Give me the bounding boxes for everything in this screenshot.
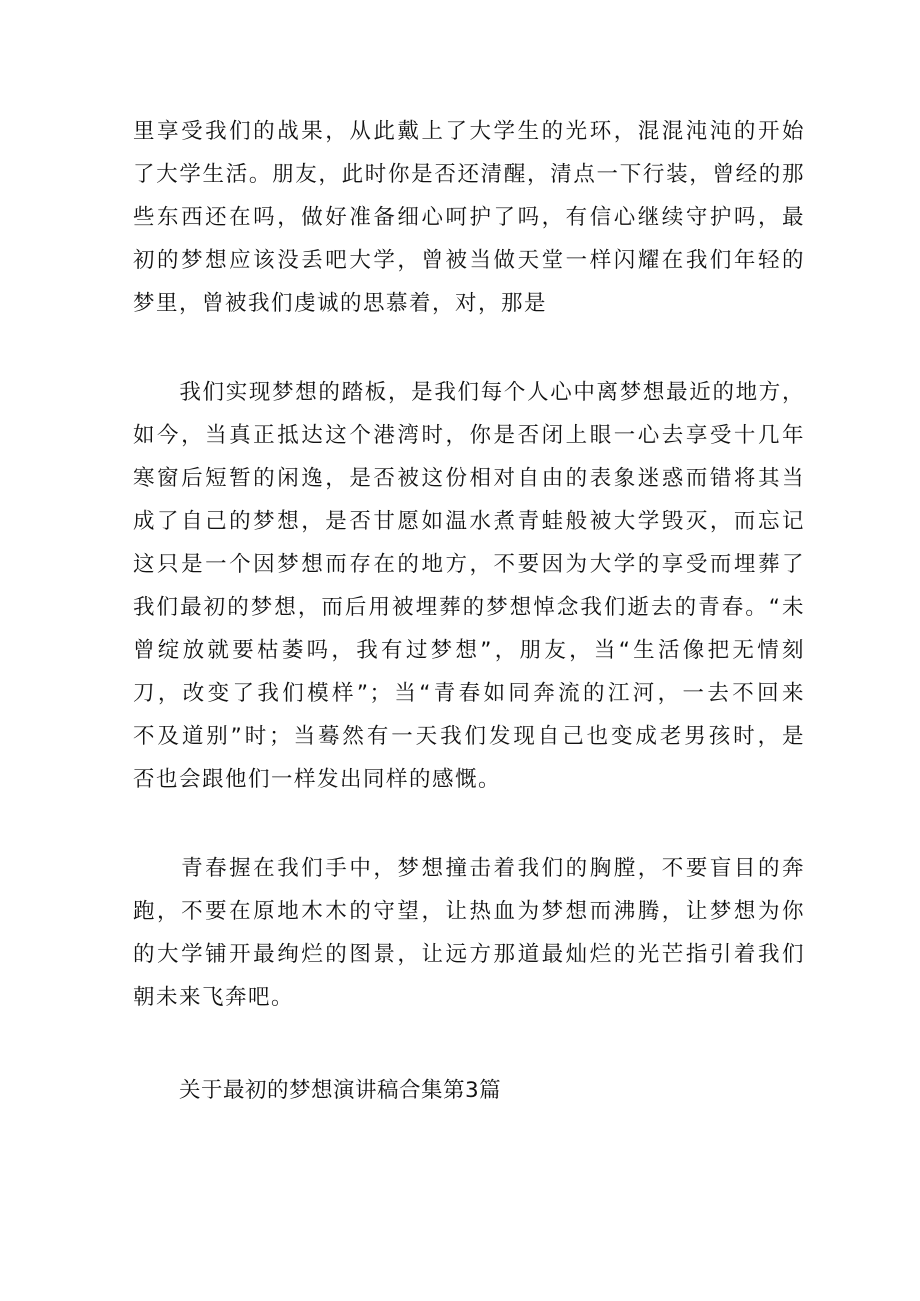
paragraph-line: 里享受我们的战果，从此戴上了大学生的光环，混混沌沌的开始 bbox=[133, 119, 805, 144]
paragraph-line: 些东西还在吗，做好准备细心呵护了吗，有信心继续守护吗，最 bbox=[133, 205, 805, 230]
paragraph-line: 如今，当真正抵达这个港湾时，你是否闭上眼一心去享受十几年 bbox=[133, 423, 805, 448]
paragraph-line: 了大学生活。朋友，此时你是否还清醒，清点一下行装，曾经的那 bbox=[133, 162, 805, 187]
paragraph-line: 青春握在我们手中，梦想撞击着我们的胸膛，不要盲目的奔 bbox=[133, 856, 805, 881]
paragraph-line: 我们实现梦想的踏板，是我们每个人心中离梦想最近的地方， bbox=[133, 380, 805, 405]
paragraph-line: 否也会跟他们一样发出同样的感慨。 bbox=[133, 767, 502, 792]
paragraph-1 bbox=[133, 110, 805, 325]
paragraph-3 bbox=[133, 847, 805, 1019]
paragraph-line: 的大学铺开最绚烂的图景，让远方那道最灿烂的光芒指引着我们 bbox=[133, 942, 805, 967]
paragraph-line: 不及道别”时；当蓦然有一天我们发现自己也变成老男孩时，是 bbox=[133, 724, 805, 749]
paragraph-line: 这只是一个因梦想而存在的地方，不要因为大学的享受而埋葬了 bbox=[133, 552, 805, 577]
paragraph-line: 跑，不要在原地木木的守望，让热血为梦想而沸腾，让梦想为你 bbox=[133, 899, 805, 924]
paragraph-line: 我们最初的梦想，而后用被埋葬的梦想悼念我们逝去的青春。“未 bbox=[133, 595, 805, 620]
paragraph-line: 朝未来飞奔吧。 bbox=[133, 985, 295, 1010]
paragraph-line: 成了自己的梦想，是否甘愿如温水煮青蛙般被大学毁灭，而忘记 bbox=[133, 509, 805, 534]
paragraph-line: 曾绽放就要枯萎吗，我有过梦想”，朋友，当“生活像把无情刻 bbox=[133, 638, 805, 663]
paragraph-2 bbox=[133, 371, 805, 801]
section-heading: 关于最初的梦想演讲稿合集第3篇 bbox=[179, 1078, 502, 1103]
paragraph-line: 寒窗后短暂的闲逸，是否被这份相对自由的表象迷惑而错将其当 bbox=[133, 466, 805, 491]
paragraph-line: 初的梦想应该没丢吧大学，曾被当做天堂一样闪耀在我们年轻的 bbox=[133, 248, 805, 273]
paragraph-line: 梦里，曾被我们虔诚的思慕着，对，那是 bbox=[133, 291, 548, 316]
paragraph-line: 刀，改变了我们模样”；当“青春如同奔流的江河，一去不回来 bbox=[133, 681, 805, 706]
